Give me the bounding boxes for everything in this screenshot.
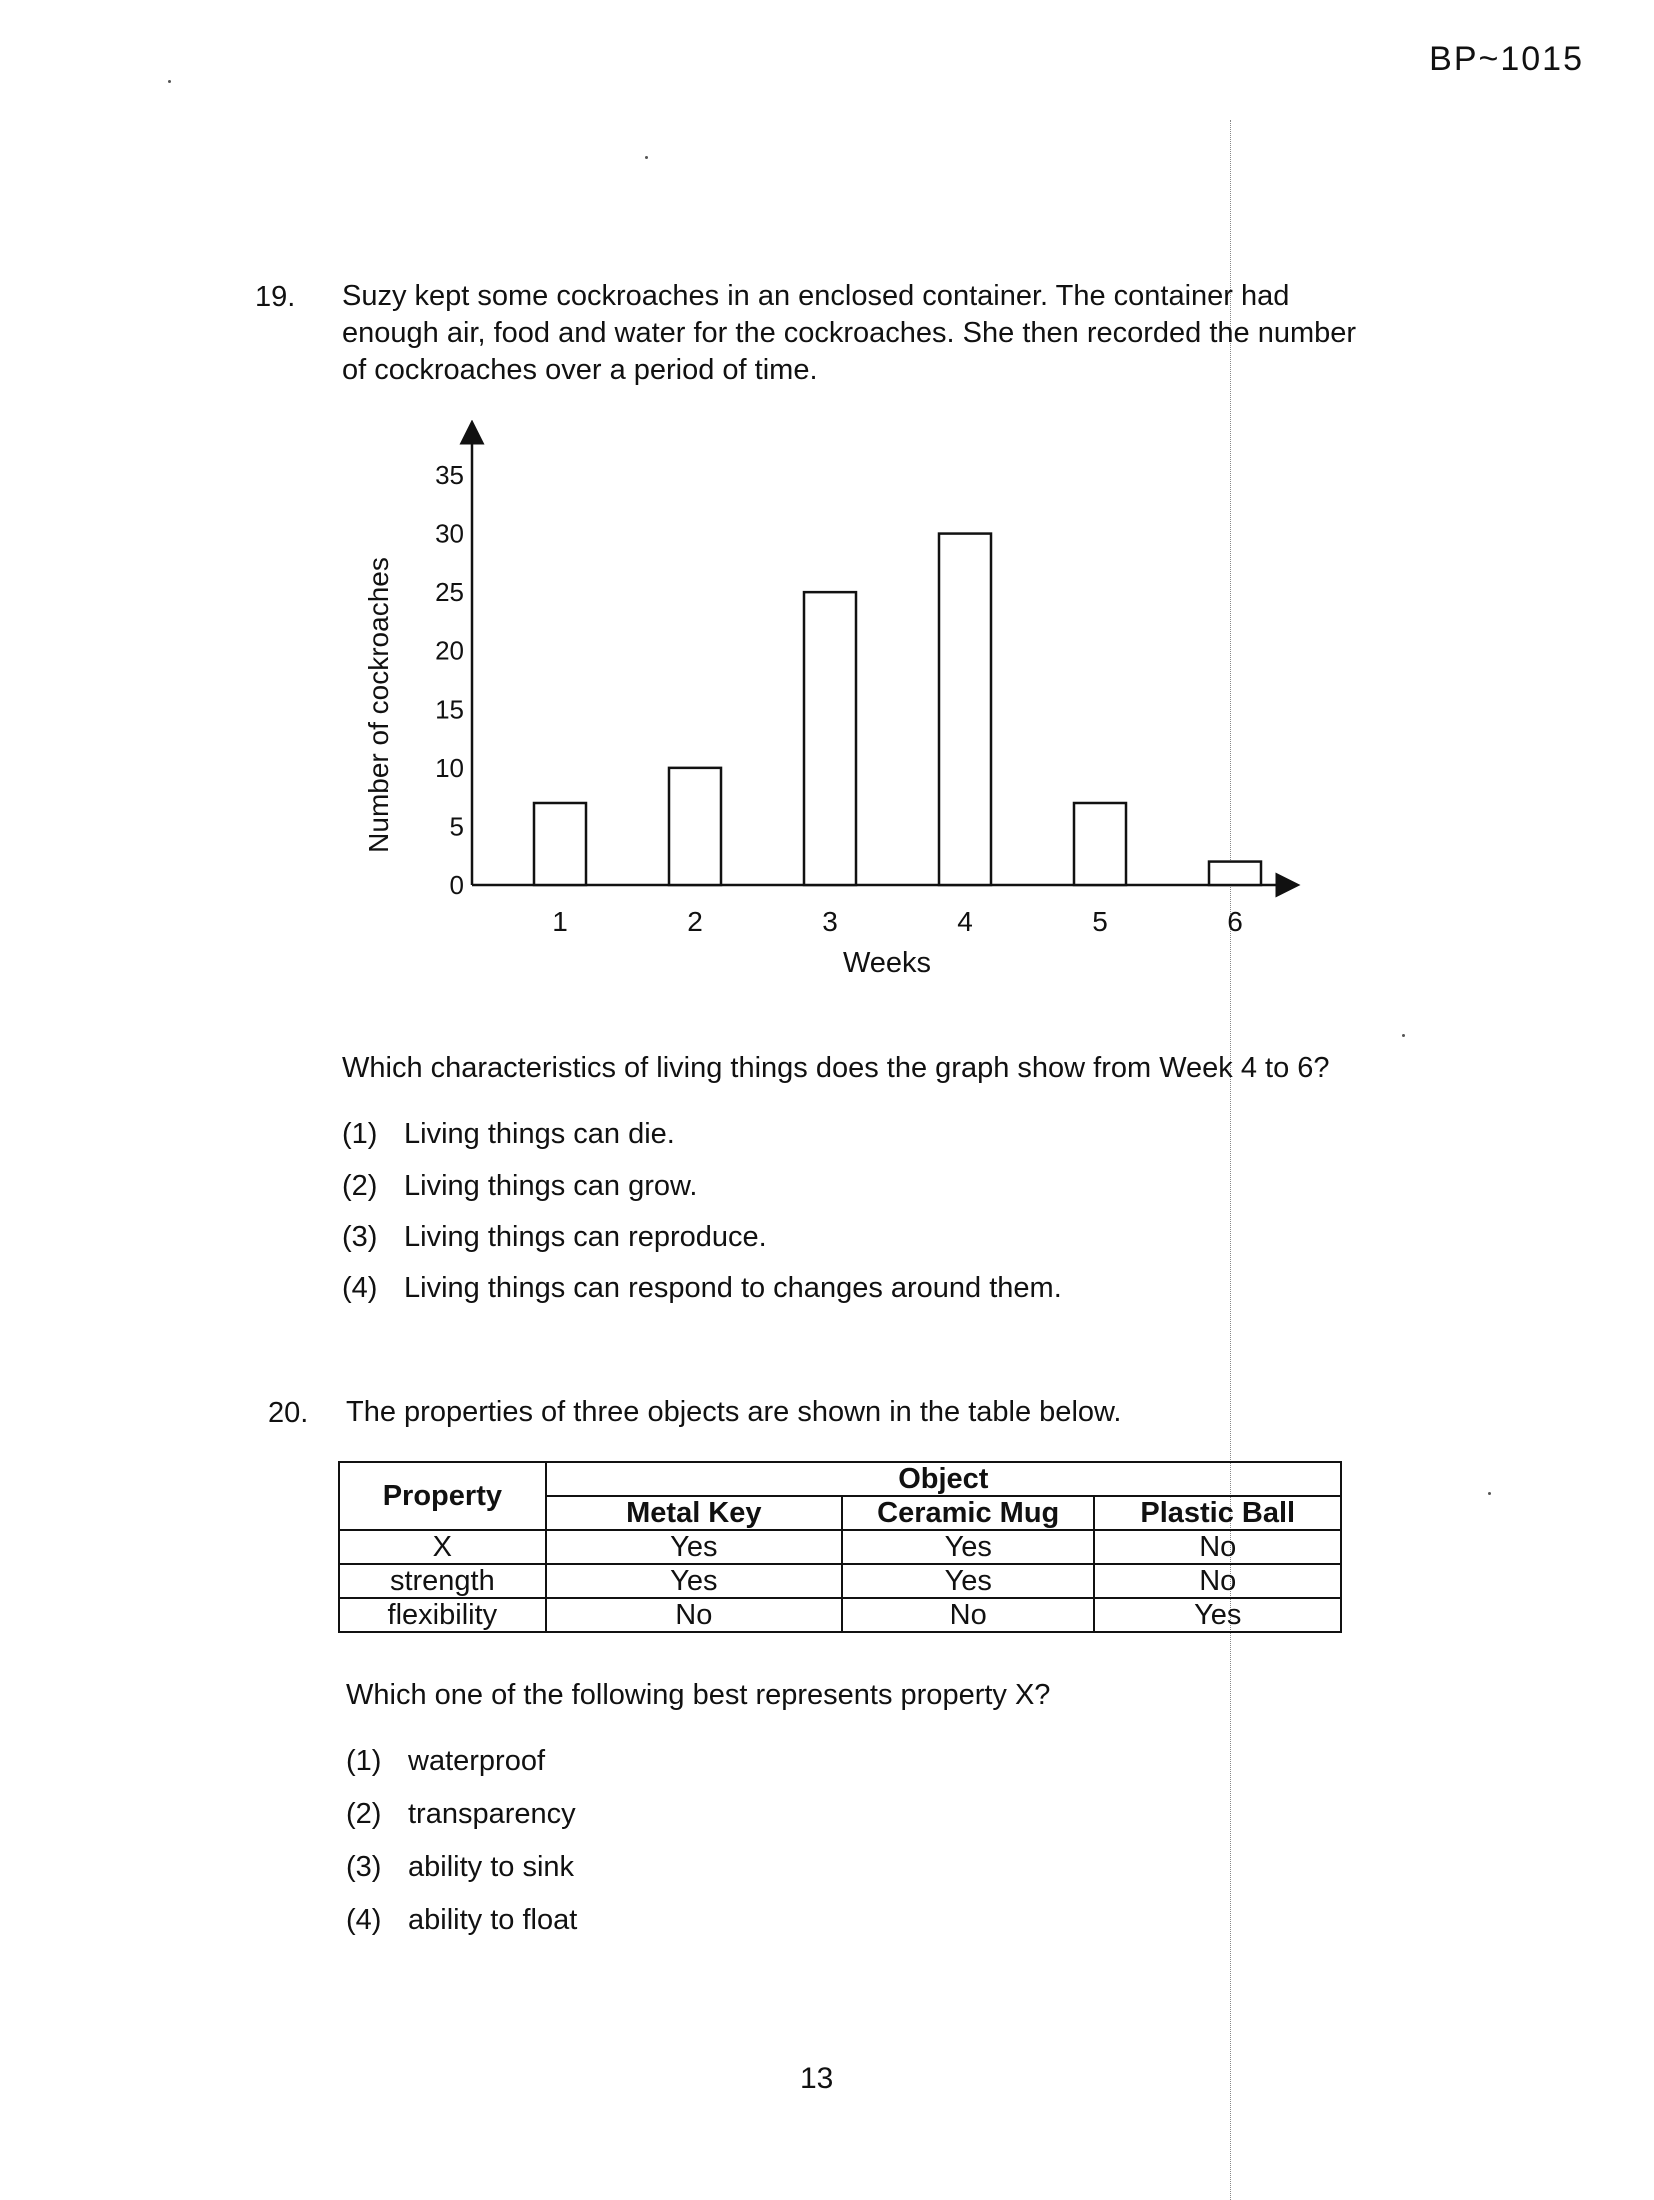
option-text: Living things can grow. [404,1170,698,1202]
object-header: Object [546,1462,1341,1496]
q19-text: Suzy kept some cockroaches in an enclosed container. The container had enough air, food and water for the cockroaches. She then recorded the number of cockroaches over a period of time. [342,280,1357,386]
q20-question: Which one of the following best represents property X? [346,1679,1051,1711]
column-header: Plastic Ball [1094,1496,1341,1530]
x-axis-label: Weeks [842,947,932,979]
scan-speck [168,80,171,83]
bar-week-6 [1209,862,1261,885]
table-row [339,1598,1341,1632]
x-tick-label: 3 [822,906,838,937]
row-property: X [339,1530,546,1564]
y-tick-label: 10 [435,752,464,783]
table-header-row [339,1462,1341,1496]
scan-speck [1488,1492,1491,1495]
y-axis-label: Number of cockroaches [363,557,394,853]
column-header: Ceramic Mug [842,1496,1095,1530]
q19-option-3[interactable] [342,1221,767,1254]
x-tick-label: 6 [1227,906,1243,937]
option-number: (1) [342,1118,378,1150]
table-cell: No [1094,1564,1341,1598]
option-text: Living things can respond to changes around them. [404,1272,1062,1304]
q20-option-2[interactable] [346,1798,576,1831]
q20-option-3[interactable] [346,1851,574,1884]
q19-question: Which characteristics of living things does the graph show from Week 4 to 6? [342,1052,1330,1084]
scan-speck [1402,1034,1405,1037]
bar-week-3 [804,592,856,885]
page-code: BP~1015 [1429,40,1584,78]
x-tick-label: 5 [1092,906,1108,937]
q19-number: 19. [255,281,296,313]
row-property: flexibility [339,1598,546,1632]
table-cell: Yes [546,1564,842,1598]
option-text: transparency [408,1798,576,1830]
table-cell: Yes [842,1564,1095,1598]
table-row [339,1564,1341,1598]
property-header: Property [339,1462,546,1530]
bar-week-5 [1074,803,1126,885]
page-number: 13 [800,2062,834,2095]
table-cell: No [842,1598,1095,1632]
bar-week-1 [534,803,586,885]
option-number: (4) [342,1272,378,1304]
q20-number: 20. [268,1397,309,1429]
y-tick-label: 35 [435,460,464,490]
option-number: (4) [346,1904,382,1936]
q20-option-1[interactable] [346,1745,545,1778]
scan-speck [645,156,648,159]
option-text: ability to float [408,1904,578,1936]
table-cell: Yes [546,1530,842,1564]
option-text: ability to sink [408,1851,575,1883]
cockroach-bar-chart [330,420,1310,990]
bar-week-2 [669,768,721,885]
y-tick-label: 5 [449,811,464,842]
x-tick-label: 4 [957,906,973,937]
q20-text: The properties of three objects are shown in the table below. [346,1396,1122,1428]
y-tick-label: 30 [435,518,464,549]
option-number: (3) [342,1221,378,1253]
properties-table [338,1461,1342,1633]
option-number: (1) [346,1745,382,1777]
x-tick-label: 1 [552,906,568,937]
y-tick-label: 20 [435,635,464,666]
y-tick-label: 0 [449,870,464,900]
table-row [339,1530,1341,1564]
table-cell: Yes [842,1530,1095,1564]
option-number: (2) [346,1798,382,1830]
q19-option-2[interactable] [342,1170,697,1203]
y-tick-label: 15 [435,694,464,725]
row-property: strength [339,1564,546,1598]
option-text: waterproof [408,1745,546,1777]
table-cell: No [546,1598,842,1632]
option-text: Living things can die. [404,1118,675,1150]
q19-option-1[interactable] [342,1118,675,1151]
y-tick-label: 25 [435,577,464,608]
option-number: (3) [346,1851,382,1883]
table-cell: No [1094,1530,1341,1564]
bar-week-4 [939,534,991,885]
table-cell: Yes [1094,1598,1341,1632]
q19-option-4[interactable] [342,1272,1062,1305]
option-text: Living things can reproduce. [404,1221,767,1253]
q20-option-4[interactable] [346,1904,577,1937]
column-header: Metal Key [546,1496,842,1530]
option-number: (2) [342,1170,378,1202]
x-tick-label: 2 [687,906,703,937]
